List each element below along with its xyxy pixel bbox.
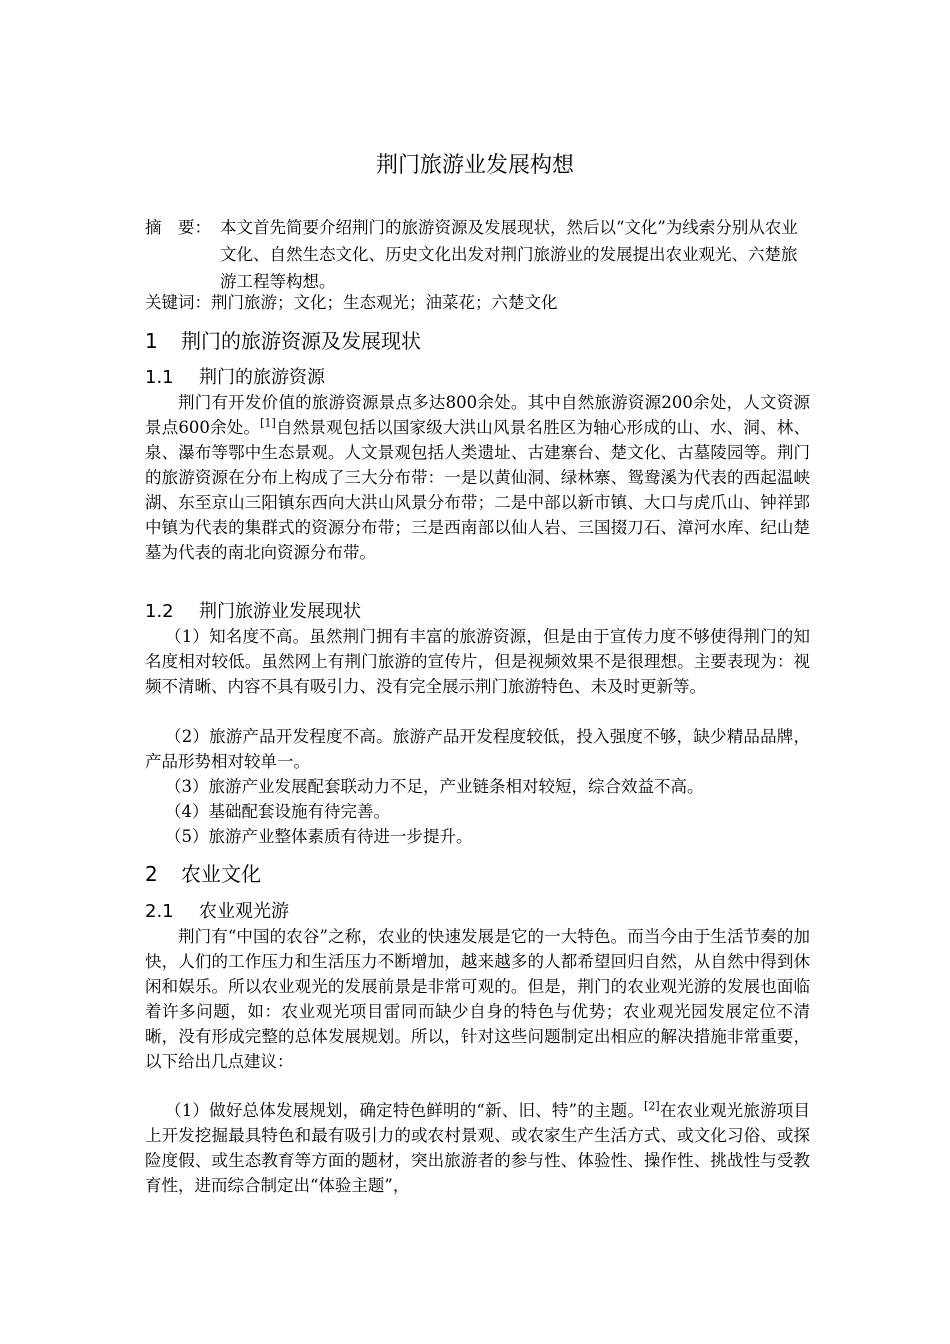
abstract	[145, 214, 805, 295]
section-heading-2	[145, 859, 261, 889]
subsection-heading-2-1	[145, 898, 289, 926]
keywords-text: 荆门旅游；文化；生态观光；油菜花；六楚文化	[211, 293, 558, 312]
list-item: （5）旅游产业整体素质有待进一步提升。	[165, 827, 473, 846]
citation-ref: [2]	[644, 1099, 660, 1113]
paragraph-agricultural-tourism: 荆门有“中国的农谷”之称，农业的快速发展是它的一大特色。而当今由于生活节奏的加快，人们的工作压力和生活压力不断增加，越来越多的人都希望回归自然，从自然中得到休闲和娱乐。所以农业观光的发展前景是非常可观的。但是，荆门的农业观光游的发展也面临着许多问题，如：农业观光项目雷同而缺少自身的特色与优势；农业观光园发展定位不清晰，没有形成完整的总体发展规划。所以，针对这些问题制定出相应的解决措施非常重要，以下给出几点建议：	[145, 927, 810, 1071]
keywords-label: 关键词：	[145, 293, 211, 312]
subsection-number: 1.2	[145, 601, 174, 622]
keywords	[145, 289, 558, 316]
subsection-title: 农业观光游	[199, 901, 289, 922]
section-title: 荆门的旅游资源及发展现状	[181, 329, 421, 353]
subsection-heading-1-2	[145, 598, 361, 626]
subsection-heading-1-1	[145, 364, 325, 392]
section-number: 1	[145, 329, 158, 353]
citation-ref: [1]	[260, 416, 276, 430]
subsection-number: 1.1	[145, 367, 174, 388]
abstract-text: 本文首先简要介绍荆门的旅游资源及发展现状，然后以“文化”为线索分别从农业文化、自然生态文化、历史文化出发对荆门旅游业的发展提出农业观光、六楚旅游工程等构想。	[220, 218, 798, 291]
paragraph-tourism-resources: 荆门有开发价值的旅游资源景点多达800余处。其中自然旅游资源200余处，人文资源景点600余处。[1]自然景观包括以国家级大洪山风景名胜区为轴心形成的山、水、洞、林、泉、瀑布等鄂中生态景观。人文景观包括人类遗址、古建寨台、楚文化、古墓陵园等。荆门的旅游资源在分布上构成了三大分布带：一是以黄仙洞、绿林寨、鸳鸯溪为代表的西起温峡湖、东至京山三阳镇东西向大洪山风景分布带；二是中部以新市镇、大口与虎爪山、钟祥郢中镇为代表的集群式的资源分布带；三是西南部以仙人岩、三国掇刀石、漳河水库、纪山楚墓为代表的南北向资源分布带。	[145, 393, 811, 562]
section-number: 2	[145, 862, 158, 886]
section-heading-1	[145, 326, 421, 356]
abstract-label: 摘 要：	[145, 218, 211, 237]
list-item: （4）基础配套设施有待完善。	[165, 802, 390, 821]
subsection-number: 2.1	[145, 901, 174, 922]
section-title: 农业文化	[181, 862, 261, 886]
subsection-title: 荆门的旅游资源	[199, 367, 325, 388]
list-item: （1）知名度不高。虽然荆门拥有丰富的旅游资源，但是由于宣传力度不够使得荆门的知名度相对较低。虽然网上有荆门旅游的宣传片，但是视频效果不是很理想。主要表现为：视频不清晰、内容不具有吸引力、没有完全展示荆门旅游特色、未及时更新等。	[145, 627, 810, 696]
list-item: （2）旅游产品开发程度不高。旅游产品开发程度较低，投入强度不够，缺少精品品牌，产品形势相对较单一。	[145, 727, 810, 771]
document-title: 荆门旅游业发展构想	[375, 153, 574, 178]
subsection-title: 荆门旅游业发展现状	[199, 601, 361, 622]
list-item: （3）旅游产业发展配套联动力不足，产业链条相对较短，综合效益不高。	[165, 777, 704, 796]
list-item: （1）做好总体发展规划，确定特色鲜明的“新、旧、特”的主题。[2]在农业观光旅游项目上开发挖掘最具特色和最有吸引力的或农村景观、或农家生产生活方式、或文化习俗、或探险度假、或生态教育等方面的题材，突出旅游者的参与性、体验性、操作性、挑战性与受教育性，进而综合制定出“体验主题”，	[145, 1099, 810, 1195]
